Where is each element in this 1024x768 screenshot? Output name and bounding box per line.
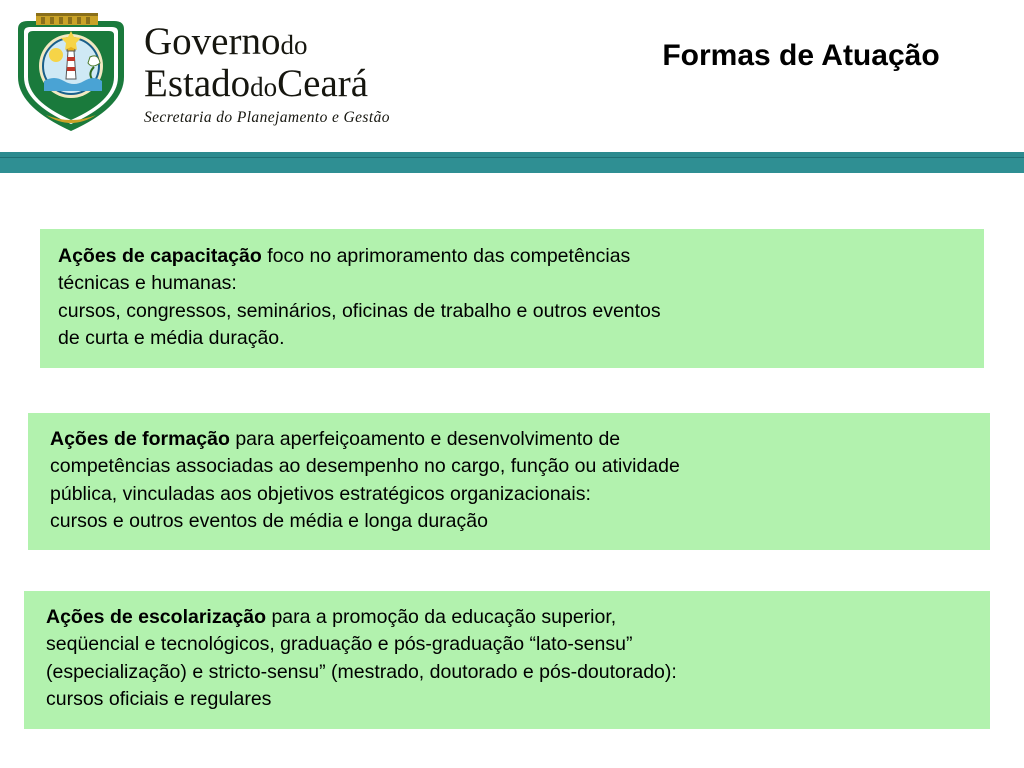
logo-do2-text: do [250,72,278,103]
escolarizacao-line-2: seqüencial e tecnológicos, graduação e pós-graduação “lato-sensu” [46,633,633,656]
formacao-line-4: cursos e outros eventos de média e longa duração [50,509,488,532]
logo-line-governo [144,20,390,64]
escolarizacao-lead: Ações de escolarização [46,606,267,628]
government-logo [8,8,478,140]
formacao-line-3: pública, vinculadas aos objetivos estratégicos organizacionais: [50,482,591,505]
logo-governo-text: Governo [144,20,281,64]
logo-wordmark [144,22,390,126]
capacitacao-line-4: de curta e média duração. [58,326,285,349]
logo-line-estado [144,62,390,106]
capacitacao-line-2: técnicas e humanas: [58,272,237,295]
page-title: Formas de Atuação [662,39,940,72]
escolarizacao-line-3: (especialização) e stricto-sensu” (mestrado, doutorado e pós-doutorado): [46,660,677,683]
ceara-state-coat-of-arms-icon [8,11,134,137]
header-divider-bottom [0,173,1024,177]
capacitacao-line-3: cursos, congressos, seminários, oficinas de trabalho e outros eventos [58,299,661,322]
logo-do-text: do [280,30,308,61]
page-header [0,0,1024,152]
capacitacao-lead: Ações de capacitação [58,245,262,267]
formacao-box [28,413,990,550]
escolarizacao-box [24,591,990,729]
formacao-lead: Ações de formação [50,428,230,450]
logo-ceara-text: Ceará [277,62,369,106]
logo-estado-text: Estado [144,62,251,106]
escolarizacao-line-1 [46,604,974,631]
formacao-line-1 [50,426,974,453]
capacitacao-box [40,229,984,368]
logo-subtitle: Secretaria do Planejamento e Gestão [144,109,390,127]
escolarizacao-text-1: para a promoção da educação superior, [266,606,617,628]
formacao-line-2: competências associadas ao desempenho no cargo, função ou atividade [50,455,680,478]
capacitacao-text-1: foco no aprimoramento das competências [261,245,631,267]
escolarizacao-line-4: cursos oficiais e regulares [46,687,272,710]
capacitacao-line-1 [58,243,966,270]
formacao-text-1: para aperfeiçoamento e desenvolvimento de [229,428,621,450]
